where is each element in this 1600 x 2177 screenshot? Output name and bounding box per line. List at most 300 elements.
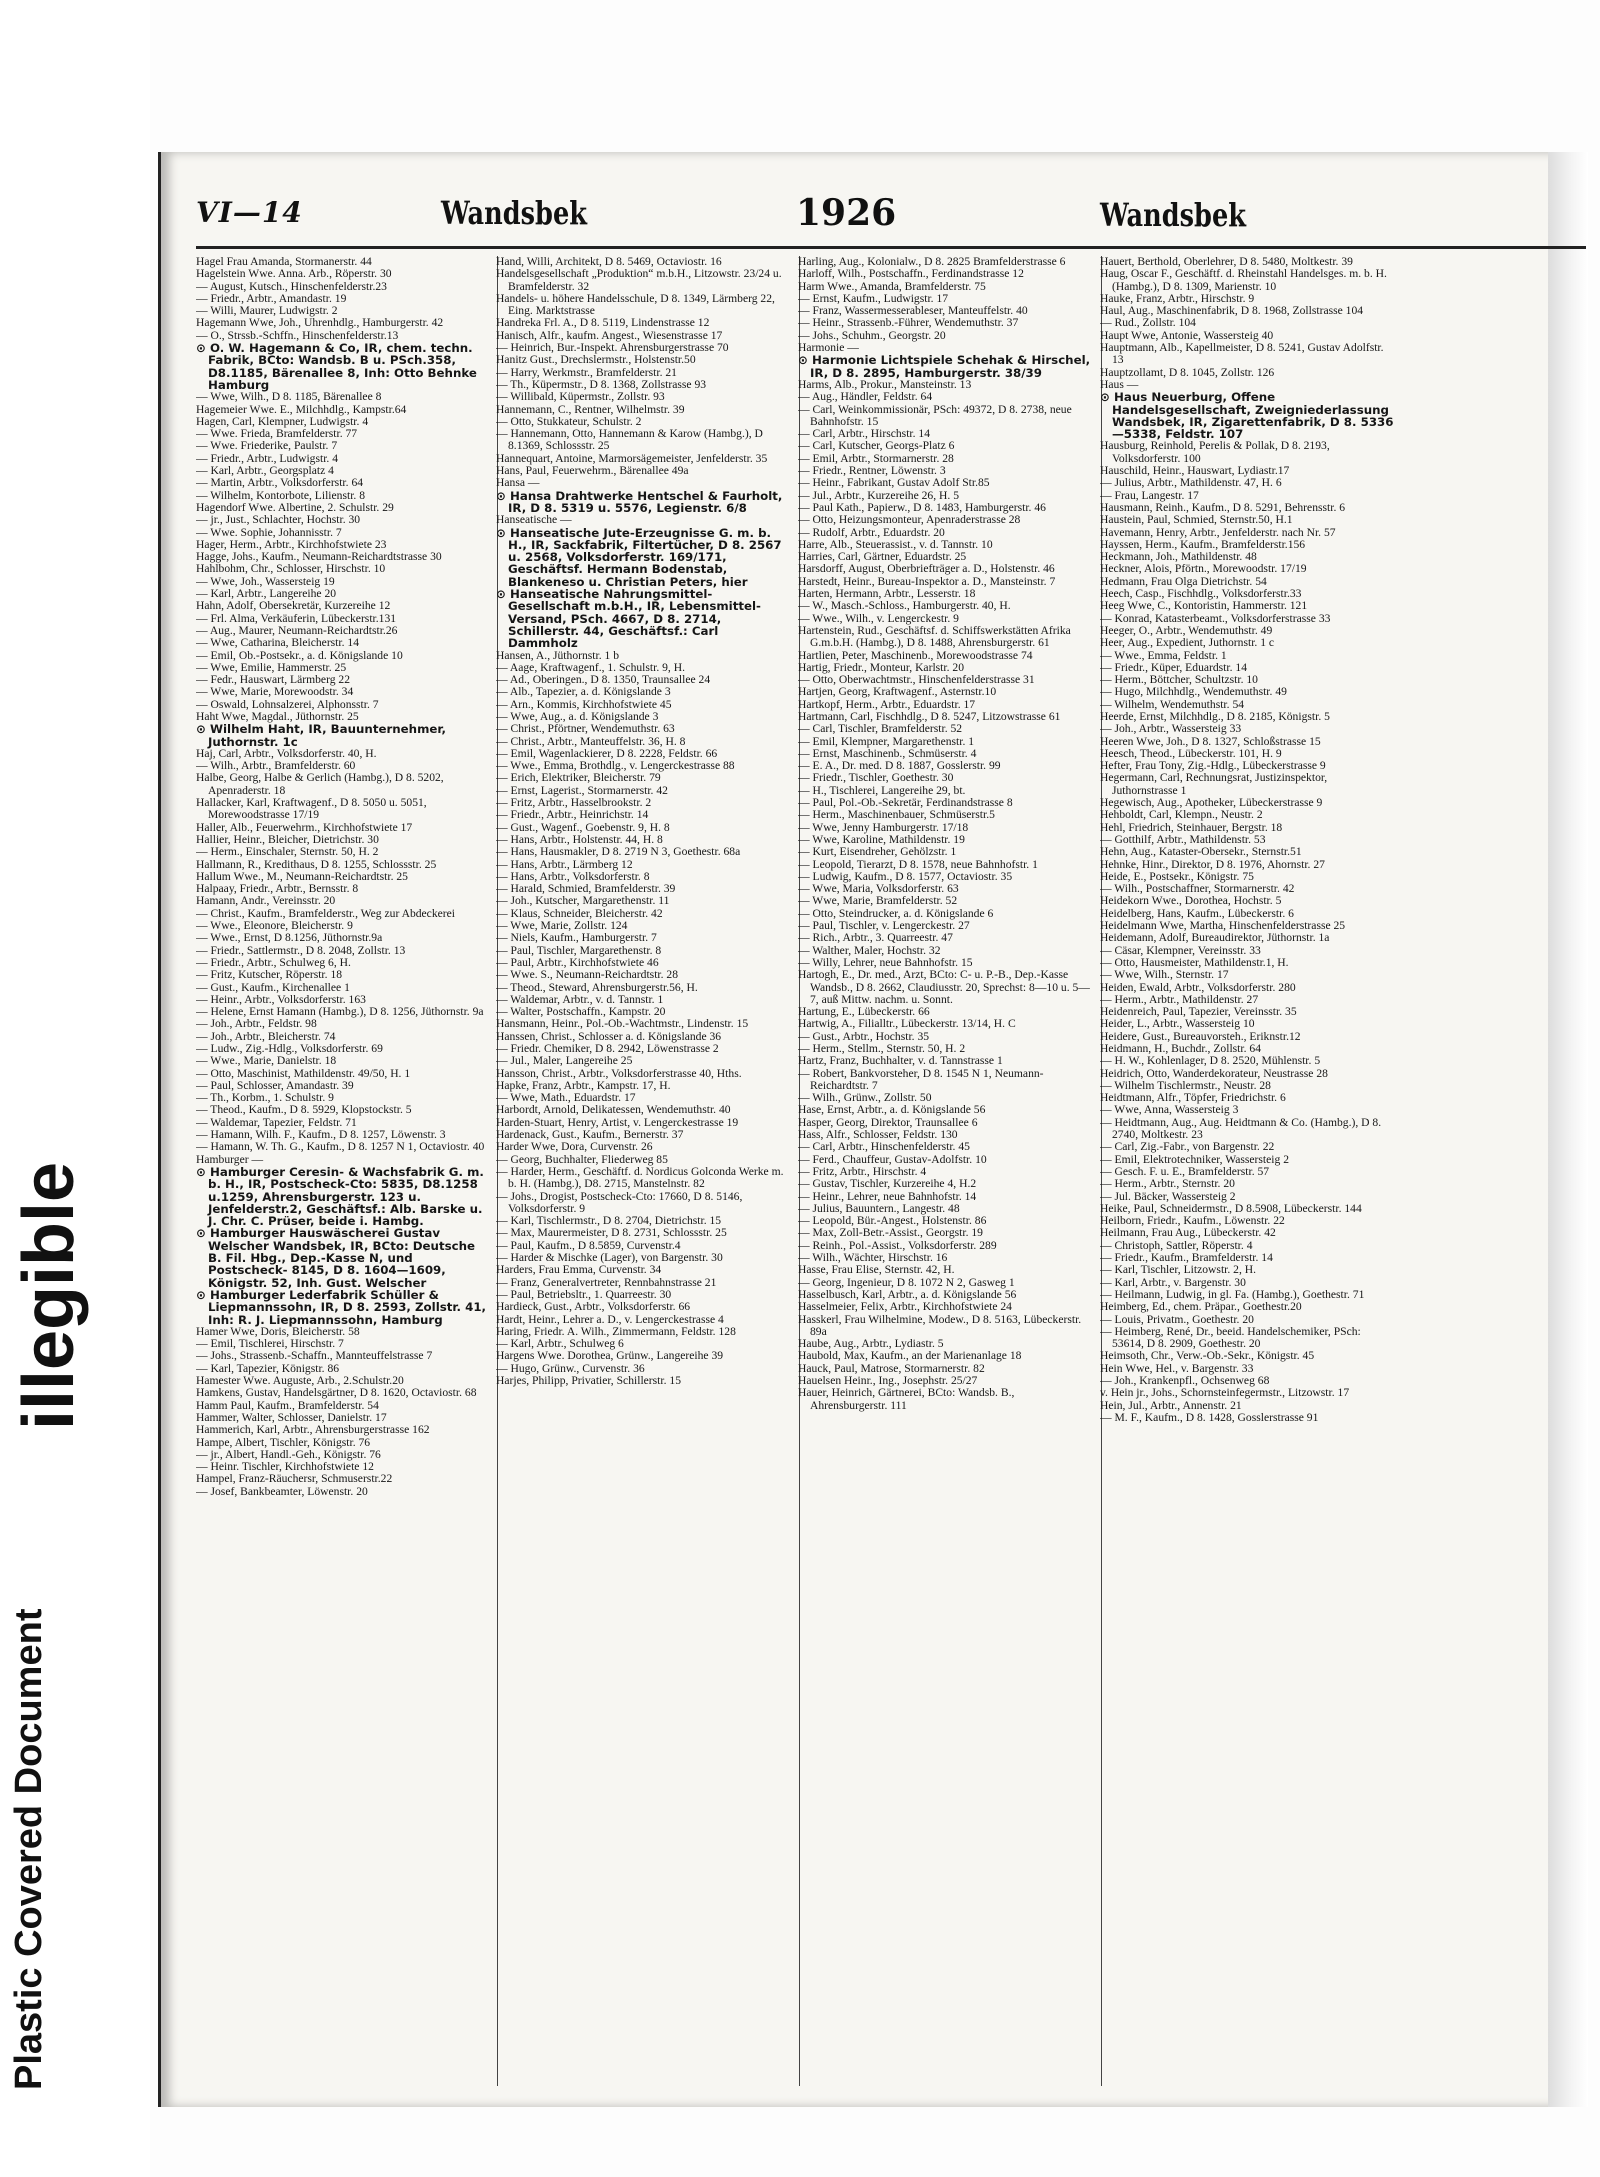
directory-entry: ⊙ Hamburger Hauswäscherei Gustav Welscher Wandsbek, IR, BCto: Deutsche B. Fil. Hbg., Dep.-Kasse N, und Postscheck- 8145, D 8. 1604—1609, Königstr. 52, Inh. Gust. Welscher [196, 1226, 476, 1290]
directory-entry: — Wwe. Frieda, Bramfelderstr. 77 [196, 427, 358, 441]
directory-entry: Heidelberg, Hans, Kaufm., Lübeckerstr. 6 [1100, 906, 1294, 920]
directory-entry: — Friedr., Arbtr., Amandastr. 19 [196, 291, 347, 305]
directory-entry: — Cäsar, Klempner, Vereinsstr. 33 [1100, 943, 1261, 957]
directory-entry: — Carl, Kutscher, Georgs-Platz 6 [798, 439, 955, 453]
directory-entry: — Louis, Privatm., Goethestr. 20 [1100, 1312, 1254, 1326]
directory-entry: Heesch, Theod., Lübeckerstr. 101, H. 9 [1100, 746, 1282, 760]
directory-entry: — O., Strssb.-Schffn., Hinschenfelderstr.13 [196, 328, 399, 342]
directory-entry: Handelsgesellschaft „Produktion“ m.b.H., Litzowstr. 23/24 u. Bramfelderstr. 32 [496, 267, 782, 293]
directory-entry: Hansson, Christ., Arbtr., Volksdorferstrasse 40, Hths. [496, 1066, 742, 1080]
directory-entry: Hagelstein Wwe. Anna. Arb., Röperstr. 30 [196, 267, 392, 281]
directory-entry: Hans, Paul, Feuerwehrm., Bärenallee 49a [496, 464, 689, 478]
directory-entry: Haus — [1100, 377, 1139, 391]
directory-entry: Hartz, Franz, Buchhalter, v. d. Tannstrasse 1 [798, 1054, 1003, 1068]
page-header [196, 192, 1586, 240]
directory-entry: Heidekorn Wwe., Dorothea, Hochstr. 5 [1100, 894, 1282, 908]
directory-entry: — Paul, Arbtr., Kirchhofstwiete 46 [496, 955, 659, 969]
directory-entry: Hausburg, Reinhold, Perelis & Pollak, D 8. 2193, Volksdorferstr. 100 [1100, 439, 1330, 465]
directory-entry: Heider, L., Arbtr., Wassersteig 10 [1100, 1017, 1255, 1031]
directory-entry: — Frl. Alma, Verkäuferin, Lübeckerstr.131 [196, 611, 397, 625]
directory-entry: Heimsoth, Chr., Verw.-Ob.-Sekr., Königstr. 45 [1100, 1349, 1315, 1363]
directory-entry: Harries, Carl, Gärtner, Eduardstr. 25 [798, 550, 967, 564]
directory-entry: Harms, Alb., Prokur., Mansteinstr. 13 [798, 377, 972, 391]
directory-entry: — Otto, Steindrucker, a. d. Königslande 6 [798, 906, 994, 920]
directory-entry: — Heilmann, Ludwig, in gl. Fa. (Hambg.), Goethestr. 71 [1100, 1287, 1365, 1301]
directory-entry: — Joh., Arbtr., Bleicherstr. 74 [196, 1029, 336, 1043]
directory-entry: — Emil, Arbtr., Stormarnerstr. 28 [798, 451, 954, 465]
directory-entry: ⊙ Haus Neuerburg, Offene Handelsgesellschaft, Zweigniederlassung Wandsbek, IR, Zigarettenfabrik, D 8. 5336—5338, Feldstr. 107 [1100, 390, 1394, 442]
directory-entry: — Friedr., Sattlermstr., D 8. 2048, Zollstr. 13 [196, 943, 406, 957]
directory-entry: Hefter, Frau Tony, Zig.-Hdlg., Lübeckerstrasse 9 [1100, 759, 1326, 773]
directory-entry: — Paul, Tischler, Margarethenstr. 8 [496, 943, 662, 957]
directory-entry: ⊙ Hanseatische Nahrungsmittel-Gesellschaft m.b.H., IR, Lebensmittel-Versand, PSch. 4667, D 8. 2714, Schillerstr. 44, Geschäftsf.: Carl Dammholz [496, 587, 761, 651]
directory-entry: Haht Wwe, Magdal., Jüthornstr. 25 [196, 709, 359, 723]
directory-entry: Harm Wwe., Amanda, Bramfelderstr. 75 [798, 279, 986, 293]
directory-entry: — August, Kutsch., Hinschenfelderstr.23 [196, 279, 387, 293]
directory-entry: Hartenstein, Rud., Geschäftsf. d. Schiffswerkstätten Afrika G.m.b.H. (Hambg.), D 8. 1488, Ahrensburgerstr. 61 [798, 623, 1071, 650]
directory-entry: — Ernst, Maschinenb., Schmüserstr. 4 [798, 746, 977, 760]
directory-entry: Hausmann, Reinh., Kaufm., D 8. 5291, Behrensstr. 6 [1100, 500, 1346, 514]
directory-entry: — Wilhelm, Kontorbote, Lilienstr. 8 [196, 488, 366, 502]
directory-entry: — Rudolf, Arbtr., Eduardstr. 20 [798, 525, 945, 539]
directory-entry: Heidemann, Adolf, Bureaudirektor, Jüthornstr. 1a [1100, 931, 1330, 945]
directory-entry: — Gesch. F. u. E., Bramfelderstr. 57 [1100, 1164, 1270, 1178]
directory-entry: — Wwe., Ernst, D 8.1256, Jüthornstr.9a [196, 931, 383, 945]
directory-entry: Havemann, Henry, Arbtr., Jenfelderstr. nach Nr. 57 [1100, 525, 1336, 539]
directory-entry: — Gust., Kaufm., Kirchenallee 1 [196, 980, 350, 994]
left-running-title: Wandsbek [441, 194, 587, 232]
directory-entry: — Hans, Arbtr., Lärmberg 12 [496, 857, 633, 871]
directory-entry: Hegermann, Carl, Rechnungsrat, Justizinspektor, Juthornstrasse 1 [1100, 771, 1328, 797]
directory-entry: Heike, Paul, Schneidermstr., D 8.5908, Lübeckerstr. 144 [1100, 1201, 1362, 1215]
directory-entry: — jr., Just., Schlachter, Hochstr. 30 [196, 513, 361, 527]
directory-entry: — Jul., Arbtr., Kurzereihe 26, H. 5 [798, 488, 959, 502]
directory-entry: — Oswald, Lohnsalzerei, Alphonsstr. 7 [196, 697, 379, 711]
directory-entry: Hartkopf, Herm., Arbtr., Eduardstr. 17 [798, 697, 976, 711]
directory-entry: — Theod., Kaufm., D 8. 5929, Klopstockstr. 5 [196, 1103, 412, 1117]
directory-entry: — Wwe., Emma, Brothdlg., v. Lengerckestrasse 88 [496, 759, 735, 773]
directory-entry: — Leopold, Tierarzt, D 8. 1578, neue Bahnhofstr. 1 [798, 857, 1038, 871]
directory-entry: Heckner, Alois, Pförtn., Morewoodstr. 17/19 [1100, 562, 1307, 576]
directory-entry: — Aug., Händler, Feldstr. 64 [798, 390, 933, 404]
directory-entry: Hasper, Georg, Direktor, Traunsallee 6 [798, 1115, 978, 1129]
directory-entry: Hasselbusch, Karl, Arbtr., a. d. Königslande 56 [798, 1287, 1017, 1301]
directory-entry: — Wwe., Wilh., v. Lengerckestr. 9 [798, 611, 959, 625]
directory-entry: — Harder, Herm., Geschäftf. d. Nordicus Golconda Werke m. b. H. (Hambg.), D8. 2715, Manstelnstr. 82 [496, 1164, 784, 1191]
directory-entry: — Emil, Elektrotechniker, Wassersteig 2 [1100, 1152, 1289, 1166]
directory-entry: Heckmann, Joh., Mathildenstr. 48 [1100, 550, 1257, 564]
directory-entry: — Gustav, Tischler, Kurzereihe 4, H.2 [798, 1177, 977, 1191]
directory-entry: — Th., Küpermstr., D 8. 1368, Zollstrasse 93 [496, 377, 707, 391]
directory-entry: Harre, Alb., Steuerassist., v. d. Tannstr. 10 [798, 537, 993, 551]
directory-entry: — Jul. Bäcker, Wassersteig 2 [1100, 1189, 1236, 1203]
directory-entry: — Willibald, Küpermstr., Zollstr. 93 [496, 390, 665, 404]
year-heading: 1926 [796, 192, 897, 234]
directory-entry: Hallmann, R., Kredithaus, D 8. 1255, Schlossstr. 25 [196, 857, 437, 871]
directory-entry: — Christ., Arbtr., Manteuffelstr. 36, H. 8 [496, 734, 686, 748]
directory-entry: — Josef, Bankbeamter, Löwenstr. 20 [196, 1484, 368, 1498]
directory-entry: — Alb., Tapezier, a. d. Königslande 3 [496, 685, 671, 699]
directory-entry: — Joh., Kutscher, Margarethenstr. 11 [496, 894, 670, 908]
directory-entry: Haug, Oscar F., Geschäftf. d. Rheinstahl Handelsges. m. b. H. (Hambg.), D 8. 1309, Marienstr. 10 [1100, 267, 1387, 293]
directory-entry: — W., Masch.-Schloss., Hamburgerstr. 40, H. [798, 599, 1011, 613]
directory-entry: Hardieck, Gust., Arbtr., Volksdorferstr. 66 [496, 1300, 691, 1314]
directory-entry: — Ludw., Zig.-Hdlg., Volksdorferstr. 69 [196, 1042, 383, 1055]
directory-entry: — Kurt, Eisendreher, Gehölzstr. 1 [798, 845, 957, 859]
directory-entry: Harmonie — [798, 341, 859, 355]
directory-entry: Hartwig, A., Filialltr., Lübeckerstr. 13/14, H. C [798, 1017, 1016, 1031]
directory-entry: Hasskerl, Frau Wilhelmine, Modew., D 8. 5163, Lübeckerstr. 89a [798, 1312, 1082, 1338]
directory-entry: Heidmann, H., Buchdr., Zollstr. 64 [1100, 1042, 1262, 1055]
directory-entry: — H., Tischlerei, Langereihe 29, bt. [798, 783, 966, 797]
directory-entry: Hauptmann, Alb., Kapellmeister, D 8. 5241, Gustav Adolfstr. 13 [1100, 341, 1384, 367]
directory-entry: — Heinrich, Bur.-Inspekt. Ahrensburgerstrasse 70 [496, 341, 729, 355]
directory-entry: — Heimberg, René, Dr., beeid. Handelschemiker, PSch: 53614, D 8. 2909, Goethestr. 20 [1100, 1324, 1361, 1351]
directory-entry: — Heinr., Strassenb.-Führer, Wendemuthstr. 37 [798, 316, 1019, 330]
side-label-line2: illegible [9, 1161, 89, 1430]
directory-entry: Hampel, Franz-Räuchersr, Schmuserstr.22 [196, 1472, 393, 1486]
directory-entry: Hauptzollamt, D 8. 1045, Zollstr. 126 [1100, 365, 1275, 379]
directory-entry: Haube, Aug., Arbtr., Lydiastr. 5 [798, 1337, 944, 1351]
directory-entry: Hauschild, Heinr., Hauswart, Lydiastr.17 [1100, 464, 1290, 478]
directory-entry: — Wilh., Postschaffner, Stormarnerstr. 42 [1100, 882, 1295, 896]
directory-entry: — Klaus, Schneider, Bleicherstr. 42 [496, 906, 663, 920]
directory-entry: — Hugo, Grünw., Curvenstr. 36 [496, 1361, 645, 1375]
directory-entry: Hanseatische — [496, 513, 572, 527]
directory-entry: Hehn, Aug., Kataster-Obersekr., Sternstr.51 [1100, 845, 1302, 859]
directory-entry: Haj, Carl, Arbtr., Volksdorferstr. 40, H. [196, 746, 377, 760]
directory-entry: Hagemeier Wwe. E., Milchhdlg., Kampstr.64 [196, 402, 407, 416]
directory-entry: Hauke, Franz, Arbtr., Hirschstr. 9 [1100, 291, 1255, 305]
directory-entry: Hauer, Heinrich, Gärtnerei, BCto: Wandsb. B., Ahrensburgerstr. 111 [798, 1386, 1015, 1412]
directory-entry: Hauck, Paul, Matrose, Stormarnerstr. 82 [798, 1361, 985, 1375]
directory-entry: — Wwe. Sophie, Johannisstr. 7 [196, 525, 342, 539]
directory-entry: — Herm., Böttcher, Schultzstr. 10 [1100, 673, 1258, 687]
directory-entry: Hand, Willi, Architekt, D 8. 5469, Octaviostr. 16 [496, 256, 722, 268]
right-running-title: Wandsbek [1100, 196, 1246, 234]
directory-entry: — Paul Kath., Papierw., D 8. 1483, Hamburgerstr. 46 [798, 500, 1046, 514]
directory-entry: — Hans, Arbtr., Holstenstr. 44, H. 8 [496, 832, 663, 846]
directory-entry: Hannequart, Antoine, Marmorsägemeister, Jenfelderstr. 35 [496, 451, 768, 465]
directory-entry: Heimberg, Ed., chem. Präpar., Goethestr.20 [1100, 1300, 1302, 1314]
directory-entry: — Gotthilf, Arbtr., Mathildenstr. 53 [1100, 832, 1266, 846]
directory-entry: Harstedt, Heinr., Bureau-Inspektor a. D., Mansteinstr. 7 [798, 574, 1056, 588]
directory-entry: — Wwe., Emma, Feldstr. 1 [1100, 648, 1227, 662]
directory-entry: ⊙ Wilhelm Haht, IR, Bauunternehmer, Juthornstr. 1c [196, 722, 446, 749]
directory-entry: — Waldemar, Tapezier, Feldstr. 71 [196, 1115, 357, 1129]
directory-entry: — Otto, Oberwachtmstr., Hinschenfelderstrasse 31 [798, 673, 1035, 687]
directory-entry: — Carl, Weinkommissionär, PSch: 49372, D 8. 2738, neue Bahnhofstr. 15 [798, 402, 1072, 428]
directory-entry: — Otto, Hausmeister, Mathildenstr.1, H. [1100, 955, 1289, 969]
directory-entry: — Karl, Arbtr., Georgsplatz 4 [196, 464, 334, 478]
directory-entry: — Emil, Ob.-Postsekr., a. d. Königslande 10 [196, 648, 403, 662]
directory-entry: — Erich, Elektriker, Bleicherstr. 79 [496, 771, 661, 785]
directory-entry: Heidrich, Otto, Wanderdekorateur, Neustrasse 28 [1100, 1066, 1328, 1080]
directory-entry: Hase, Ernst, Arbtr., a. d. Königslande 56 [798, 1103, 986, 1117]
directory-entry: ⊙ Hamburger Ceresin- & Wachsfabrik G. m. b. H., IR, Postscheck-Cto: 5835, D8.1258 u.1259, Ahrensburgerstr. 123 u. Jenfelderstr.2, Geschäftsf.: Alb. Barske u. J. Chr. C. Prüser, beide i. Hambg. [196, 1164, 484, 1229]
directory-entry: — Karl, Tischler, Litzowstr. 2, H. [1100, 1263, 1257, 1277]
directory-entry: Hasselmeier, Felix, Arbtr., Kirchhofstwiete 24 [798, 1300, 1012, 1314]
directory-entry: Hein Wwe, Hel., v. Bargenstr. 33 [1100, 1361, 1254, 1375]
directory-entry: — Th., Korbm., 1. Schulstr. 9 [196, 1091, 334, 1105]
directory-entry: — Franz, Wassermesserableser, Manteuffelstr. 40 [798, 304, 1028, 318]
directory-entry: Hartig, Friedr., Monteur, Karlstr. 20 [798, 660, 965, 674]
directory-entry: — Georg, Ingenieur, D 8. 1072 N 2, Gasweg 1 [798, 1275, 1015, 1289]
directory-entry: — Heinr., Fabrikant, Gustav Adolf Str.85 [798, 476, 990, 490]
directory-entry: — Karl, Tischlermstr., D 8. 2704, Dietrichstr. 15 [496, 1214, 722, 1228]
directory-entry: Heidenreich, Paul, Tapezier, Vereinsstr. 35 [1100, 1005, 1297, 1019]
directory-entry: — Wwe, Karoline, Mathildenstr. 19 [798, 832, 965, 846]
directory-entry: — Konrad, Katasterbeamt., Volksdorferstrasse 33 [1100, 611, 1331, 625]
directory-entry: — Helene, Ernst Hamann (Hambg.), D 8. 1256, Jüthornstr. 9a [196, 1005, 484, 1019]
directory-entry: — Heidtmann, Aug., Aug. Heidtmann & Co. (Hambg.), D 8. 2740, Moltkestr. 23 [1100, 1115, 1382, 1142]
directory-entry: — Christ., Pförtner, Wendemuthstr. 63 [496, 722, 675, 736]
directory-entry: — Christ., Kaufm., Bramfelderstr., Weg zur Abdeckerei [196, 906, 455, 920]
directory-entry: Haller, Alb., Feuerwehrm., Kirchhofstwiete 17 [196, 820, 413, 834]
directory-entry: — Carl, Arbtr., Hirschstr. 14 [798, 427, 931, 441]
directory-entry: — Hugo, Milchhdlg., Wendemuthstr. 49 [1100, 685, 1287, 699]
directory-entry: — Wwe., Eleonore, Bleicherstr. 9 [196, 919, 353, 933]
directory-entry: — Wwe, Anna, Wassersteig 3 [1100, 1103, 1239, 1117]
directory-entry: Halpaay, Friedr., Arbtr., Bernsstr. 8 [196, 882, 359, 896]
directory-entry: Hallum Wwe., M., Neumann-Reichardtstr. 25 [196, 869, 408, 883]
directory-entry: — Joh., Arbtr., Feldstr. 98 [196, 1017, 317, 1031]
directory-entry: — Waldemar, Arbtr., v. d. Tannstr. 1 [496, 992, 664, 1006]
directory-entry: Hayssen, Herm., Kaufm., Bramfelderstr.156 [1100, 537, 1306, 551]
directory-entry: — Ferd., Chauffeur, Gustav-Adolfstr. 10 [798, 1152, 987, 1166]
directory-entry: Harloff, Wilh., Postschaffn., Ferdinandstrasse 12 [798, 267, 1024, 281]
directory-entry: — H. W., Kohlenlager, D 8. 2520, Mühlenstr. 5 [1100, 1054, 1321, 1068]
directory-entry: — Paul, Tischler, v. Lengerckestr. 27 [798, 919, 970, 933]
directory-entry: — Wilh., Wächter, Hirschstr. 16 [798, 1251, 948, 1265]
directory-entry: Harten, Hermann, Arbtr., Lesserstr. 18 [798, 587, 976, 601]
directory-entry: — Reinh., Pol.-Assist., Volksdorferstr. 289 [798, 1238, 997, 1252]
directory-entry: Hapke, Franz, Arbtr., Kampstr. 17, H. [496, 1078, 671, 1092]
directory-entry: Hartlien, Peter, Maschinenb., Morewoodstrasse 74 [798, 648, 1033, 662]
directory-entry: — Wwe, Marie, Bramfelderstr. 52 [798, 894, 958, 908]
directory-entry: — Willy, Lehrer, neue Bahnhofstr. 15 [798, 955, 973, 969]
directory-entry: Hager, Herm., Arbtr., Kirchhofstwiete 23 [196, 537, 387, 551]
directory-entry: Hehnke, Hinr., Direktor, D 8. 1976, Ahornstr. 27 [1100, 857, 1325, 871]
directory-entry: — Rich., Arbtr., 3. Quarreestr. 47 [798, 931, 953, 945]
directory-entry: — Paul, Kaufm., D 8.5859, Curvenstr.4 [496, 1238, 681, 1252]
directory-entry: Harling, Aug., Kolonialw., D 8. 2825 Bramfelderstrasse 6 [798, 256, 1066, 268]
directory-entry: — Friedr., Arbtr., Ludwigstr. 4 [196, 451, 339, 465]
directory-entry: Hammer, Walter, Schlosser, Danielstr. 17 [196, 1410, 387, 1424]
directory-entry: — Paul, Schlosser, Amandastr. 39 [196, 1078, 354, 1092]
directory-entry: — Walther, Maler, Hochstr. 32 [798, 943, 941, 957]
directory-entry: — Emil, Wagenlackierer, D 8. 2228, Feldstr. 66 [496, 746, 718, 760]
directory-entry: — Harald, Schmied, Bramfelderstr. 39 [496, 882, 676, 896]
directory-entry: — Georg, Buchhalter, Fliederweg 85 [496, 1152, 668, 1166]
directory-entry: — Willi, Maurer, Ludwigstr. 2 [196, 304, 338, 318]
side-label-line1: Plastic Covered Document [8, 1608, 50, 2090]
directory-entry: ⊙ O. W. Hagemann & Co, IR, chem. techn. Fabrik, BCto: Wandsb. B u. PSch.358, D8.1185, Bärenallee 8, Inh: Otto Behnke Hamburg [196, 341, 477, 392]
directory-entry: — Wwe, Wilh., Sternstr. 17 [1100, 968, 1229, 982]
directory-entry: Hansen, A., Jüthornstr. 1 b [496, 648, 620, 662]
directory-entry: Hagendorf Wwe. Albertine, 2. Schulstr. 29 [196, 500, 394, 514]
directory-entry: Hartung, E., Lübeckerstr. 66 [798, 1005, 930, 1019]
directory-entry: — Wilh., Grünw., Zollstr. 50 [798, 1091, 932, 1105]
directory-entry: — Jul., Maler, Langereihe 25 [496, 1054, 633, 1068]
directory-entry: Hasse, Frau Elise, Sternstr. 42, H. [798, 1263, 955, 1277]
directory-entry: — Walter, Postschaffn., Kampstr. 20 [496, 1005, 666, 1019]
directory-entry: Hauelsen Heinr., Ing., Josephstr. 25/27 [798, 1374, 978, 1388]
directory-entry: — Julius, Bauuntern., Langestr. 48 [798, 1201, 960, 1215]
directory-entry: — Wwe, Catharina, Bleicherstr. 14 [196, 636, 360, 650]
directory-entry: — Karl, Arbtr., v. Bargenstr. 30 [1100, 1275, 1246, 1289]
directory-entry: — Hans, Hausmakler, D 8. 2719 N 3, Goethestr. 68a [496, 845, 741, 859]
directory-entry: — E. A., Dr. med. D 8. 1887, Gosslerstr. 99 [798, 759, 1001, 773]
directory-entry: — Fritz, Arbtr., Hirschstr. 4 [798, 1164, 927, 1178]
directory-entry: Hammerich, Karl, Arbtr., Ahrensburgerstrasse 162 [196, 1423, 430, 1437]
directory-entry: — Wwe, Marie, Zollstr. 124 [496, 919, 628, 933]
directory-entry: — Max, Zoll-Betr.-Assist., Georgstr. 19 [798, 1226, 983, 1240]
directory-entry: — Fedr., Hauswart, Lärmberg 22 [196, 673, 351, 687]
directory-entry: — Heinr., Arbtr., Volksdorferstr. 163 [196, 992, 366, 1006]
directory-entry: Halbe, Georg, Halbe & Gerlich (Hambg.), D 8. 5202, Apenraderstr. 18 [196, 771, 444, 797]
directory-entry: Harjes, Philipp, Privatier, Schillerstr. 15 [496, 1374, 682, 1388]
directory-entry: — Carl, Tischler, Bramfelderstr. 52 [798, 722, 963, 736]
directory-column-4 [1100, 256, 1395, 2096]
directory-entry: — Max, Maurermeister, D 8. 2731, Schlossstr. 25 [496, 1226, 727, 1240]
directory-entry: Harden-Stuart, Henry, Artist, v. Lengerckestrasse 19 [496, 1115, 739, 1129]
directory-entry: — Karl, Tapezier, Königstr. 86 [196, 1361, 340, 1375]
directory-entry: — Gust., Wagenf., Goebenstr. 9, H. 8 [496, 820, 670, 834]
directory-entry: — Wwe, Jenny Hamburgerstr. 17/18 [798, 820, 969, 834]
directory-entry: Hallacker, Karl, Kraftwagenf., D 8. 5050 u. 5051, Morewoodstrasse 17/19 [196, 796, 427, 822]
directory-entry: v. Hein jr., Johs., Schornsteinfegermstr., Litzowstr. 17 [1100, 1386, 1350, 1400]
directory-entry: Harsdorff, August, Oberbriefträger a. D., Holstenstr. 46 [798, 562, 1055, 576]
directory-entry: Hagemann Wwe, Joh., Uhrenhdlg., Hamburgerstr. 42 [196, 316, 444, 330]
directory-entry: Harder Wwe, Dora, Curvenstr. 26 [496, 1140, 653, 1154]
directory-entry: — Niels, Kaufm., Hamburgerstr. 7 [496, 931, 657, 945]
directory-entry: — Paul, Pol.-Ob.-Sekretär, Ferdinandstrasse 8 [798, 796, 1013, 810]
directory-entry: Haring, Friedr. A. Wilh., Zimmermann, Feldstr. 128 [496, 1324, 736, 1338]
directory-entry: — Ernst, Kaufm., Ludwigstr. 17 [798, 291, 949, 305]
directory-entry: Haupt Wwe, Antonie, Wassersteig 40 [1100, 328, 1274, 342]
directory-entry: — Karl, Arbtr., Schulweg 6 [496, 1337, 624, 1351]
directory-entry: — Wwe, Emilie, Hammerstr. 25 [196, 660, 347, 674]
directory-entry: ⊙ Harmonie Lichtspiele Schehak & Hirschel, IR, D 8. 2895, Hamburgerstr. 38/39 [798, 353, 1091, 380]
directory-entry: Hagel Frau Amanda, Stormanerstr. 44 [196, 256, 372, 268]
directory-entry: Heeren Wwe, Joh., D 8. 1327, Schloßstrasse 15 [1100, 734, 1321, 748]
directory-entry: — Rud., Zollstr. 104 [1100, 316, 1196, 330]
directory-entry: Heidere, Gust., Bureauvorsteh., Eriknstr.12 [1100, 1029, 1301, 1043]
directory-entry: Heide, E., Postsekr., Königstr. 75 [1100, 869, 1254, 883]
directory-entry: — Ludwig, Kaufm., D 8. 1577, Octaviostr. 35 [798, 869, 1013, 883]
directory-entry: Hagen, Carl, Klempner, Ludwigstr. 4 [196, 414, 369, 428]
directory-entry: Handreka Frl. A., D 8. 5119, Lindenstrasse 12 [496, 316, 710, 330]
directory-entry: — Gust., Arbtr., Hochstr. 35 [798, 1029, 930, 1043]
directory-entry: — Theod., Steward, Ahrensburgerstr.56, H. [496, 980, 698, 994]
directory-entry: Hamer Wwe, Doris, Bleicherstr. 58 [196, 1324, 360, 1338]
directory-entry: Heerde, Ernst, Milchhdlg., D 8. 2185, Königstr. 5 [1100, 709, 1330, 723]
directory-entry: Hedmann, Frau Olga Dietrichstr. 54 [1100, 574, 1267, 588]
directory-entry: — Herm., Arbtr., Sternstr. 20 [1100, 1177, 1235, 1191]
directory-entry: Heeger, O., Arbtr., Wendemuthstr. 49 [1100, 623, 1273, 637]
directory-entry: — Emil, Klempner, Margarethenstr. 1 [798, 734, 975, 748]
directory-entry: — Wwe. S., Neumann-Reichardtstr. 28 [496, 968, 679, 982]
directory-entry: Heiden, Ewald, Arbtr., Volksdorferstr. 280 [1100, 980, 1296, 994]
directory-entry: Haubold, Max, Kaufm., an der Marienanlage 18 [798, 1349, 1022, 1363]
directory-entry: — Aug., Maurer, Neumann-Reichardtstr.26 [196, 623, 398, 637]
directory-entry: — Karl, Arbtr., Langereihe 20 [196, 587, 337, 601]
directory-entry: — Wilhelm Tischlermstr., Neustr. 28 [1100, 1078, 1271, 1092]
directory-entry: — Martin, Arbtr., Volksdorferstr. 64 [196, 476, 364, 490]
directory-entry: ⊙ Hamburger Lederfabrik Schüller & Liepmannssohn, IR, D 8. 2593, Zollstr. 41, Inh: R. J. Liepmannssohn, Hamburg [196, 1287, 487, 1327]
directory-entry: — M. F., Kaufm., D 8. 1428, Gosslerstrasse 91 [1100, 1410, 1319, 1424]
directory-entry: — Joh., Krankenpfl., Ochsenweg 68 [1100, 1374, 1270, 1388]
directory-entry: Hass, Alfr., Schlosser, Feldstr. 130 [798, 1128, 958, 1142]
directory-entry: Hamester Wwe. Auguste, Arb., 2.Schulstr.20 [196, 1374, 404, 1388]
directory-entry: — Heinr., Lehrer, neue Bahnhofstr. 14 [798, 1189, 977, 1203]
directory-entry: Hauert, Berthold, Oberlehrer, D 8. 5480, Moltkestr. 39 [1100, 256, 1353, 268]
directory-entry: — Friedr., Küper, Eduardstr. 14 [1100, 660, 1248, 674]
directory-entry: Hansmann, Heinr., Pol.-Ob.-Wachtmstr., Lindenstr. 15 [496, 1017, 749, 1031]
directory-entry: — Joh., Arbtr., Wassersteig 33 [1100, 722, 1242, 736]
directory-entry: Hamkens, Gustav, Handelsgärtner, D 8. 1620, Octaviostr. 68 [196, 1386, 477, 1400]
directory-entry: — Herm., Maschinenbauer, Schmüserstr.5 [798, 808, 995, 822]
directory-entry: — Wwe, Wilh., D 8. 1185, Bärenallee 8 [196, 390, 382, 404]
directory-entry: Hehboldt, Carl, Klempn., Neustr. 2 [1100, 808, 1263, 822]
directory-entry: Heilmann, Frau Aug., Lübeckerstr. 42 [1100, 1226, 1276, 1240]
directory-entry: ⊙ Hanseatische Jute-Erzeugnisse G. m. b. H., IR, Sackfabrik, Filtertücher, D 8. 2567 u. 2568, Volksdorferstr. 169/171, Geschäftsf. Hermann Bodenstab, Blankeneso u. Christian Peters, hier [496, 525, 782, 589]
side-label [8, 1050, 89, 2100]
directory-entry: — Julius, Arbtr., Mathildenstr. 47, H. 6 [1100, 476, 1282, 490]
directory-entry: Hargens Wwe. Dorothea, Grünw., Langereihe 39 [496, 1349, 724, 1363]
directory-entry: — Wwe, Marie, Morewoodstr. 34 [196, 685, 354, 699]
directory-entry: Hehl, Friedrich, Steinhauer, Bergstr. 18 [1100, 820, 1283, 834]
directory-entry: — Herm., Stellm., Sternstr. 50, H. 2 [798, 1042, 966, 1055]
directory-entry: — jr., Albert, Handl.-Geh., Königstr. 76 [196, 1447, 381, 1461]
directory-entry: Haustein, Paul, Schmied, Sternstr.50, H.1 [1100, 513, 1293, 527]
directory-entry: Hardt, Heinr., Lehrer a. D., v. Lengerckestrasse 4 [496, 1312, 724, 1326]
directory-entry: — Wilhelm, Wendemuthstr. 54 [1100, 697, 1245, 711]
directory-entry: Heidtmann, Alfr., Töpfer, Friedrichstr. 6 [1100, 1091, 1286, 1105]
directory-entry: — Franz, Generalvertreter, Rennbahnstrasse 21 [496, 1275, 717, 1289]
directory-entry: — Friedr. Chemiker, D 8. 2942, Löwenstrasse 2 [496, 1042, 719, 1055]
directory-entry: — Friedr., Arbtr., Heinrichstr. 14 [496, 808, 649, 822]
directory-entry: — Harder & Mischke (Lager), von Bargenstr. 30 [496, 1251, 723, 1265]
directory-entry: ⊙ Hansa Drahtwerke Hentschel & Faurholt, IR, D 8. 5319 u. 5576, Legienstr. 6/8 [496, 488, 783, 515]
directory-columns [196, 256, 1586, 2096]
directory-entry: — Johs., Strassenb.-Schaffn., Mannteuffelstrasse 7 [196, 1349, 433, 1363]
directory-entry: — Hans, Arbtr., Volksdorferstr. 8 [496, 869, 650, 883]
directory-entry: — Hamann, Wilh. F., Kaufm., D 8. 1257, Löwenstr. 3 [196, 1128, 446, 1142]
directory-entry: Hanssen, Christ., Schlosser a. d. Königslande 36 [496, 1029, 722, 1043]
directory-entry: Hansa — [496, 476, 540, 490]
directory-entry: — Ernst, Lagerist., Stormarnerstr. 42 [496, 783, 668, 797]
directory-entry: — Wilh., Arbtr., Bramfelderstr. 60 [196, 759, 356, 773]
directory-entry: Hein, Jul., Arbtr., Annenstr. 21 [1100, 1398, 1242, 1412]
directory-entry: Hegewisch, Aug., Apotheker, Lübeckerstrasse 9 [1100, 796, 1323, 810]
directory-entry: Hampe, Albert, Tischler, Königstr. 76 [196, 1435, 371, 1449]
directory-entry: — Herm., Einschaler, Sternstr. 50, H. 2 [196, 845, 379, 859]
directory-column-2 [496, 256, 791, 2096]
directory-entry: — Paul, Betriebsltr., 1. Quarreestr. 30 [496, 1287, 672, 1301]
directory-entry: — Heinr. Tischler, Kirchhofstwiete 12 [196, 1460, 374, 1474]
directory-entry: Harbordt, Arnold, Delikatessen, Wendemuthstr. 40 [496, 1103, 731, 1117]
directory-entry: Hallier, Heinr., Bleicher, Dietrichstr. 30 [196, 832, 379, 846]
directory-entry: Hanisch, Alfr., kaufm. Angest., Wiesenstrasse 17 [496, 328, 723, 342]
directory-entry: Hartogh, E., Dr. med., Arzt, BCto: C- u. P.-B., Dep.-Kasse Wandsb., D 8. 2662, Claudiusstr. 20, Sprechst: 8—10 u. 5—7, auß Mittw. nachm. u. Sonnt. [798, 968, 1090, 1006]
directory-entry: Hartmann, Carl, Fischhdlg., D 8. 5247, Litzowstrasse 61 [798, 709, 1061, 723]
directory-entry: Haul, Aug., Maschinenfabrik, D 8. 1968, Zollstrasse 104 [1100, 304, 1364, 318]
directory-entry: — Friedr., Rentner, Löwenstr. 3 [798, 464, 946, 478]
directory-entry: — Harry, Werkmstr., Bramfelderstr. 21 [496, 365, 677, 379]
directory-entry: — Johs., Schuhm., Georgstr. 20 [798, 328, 946, 342]
